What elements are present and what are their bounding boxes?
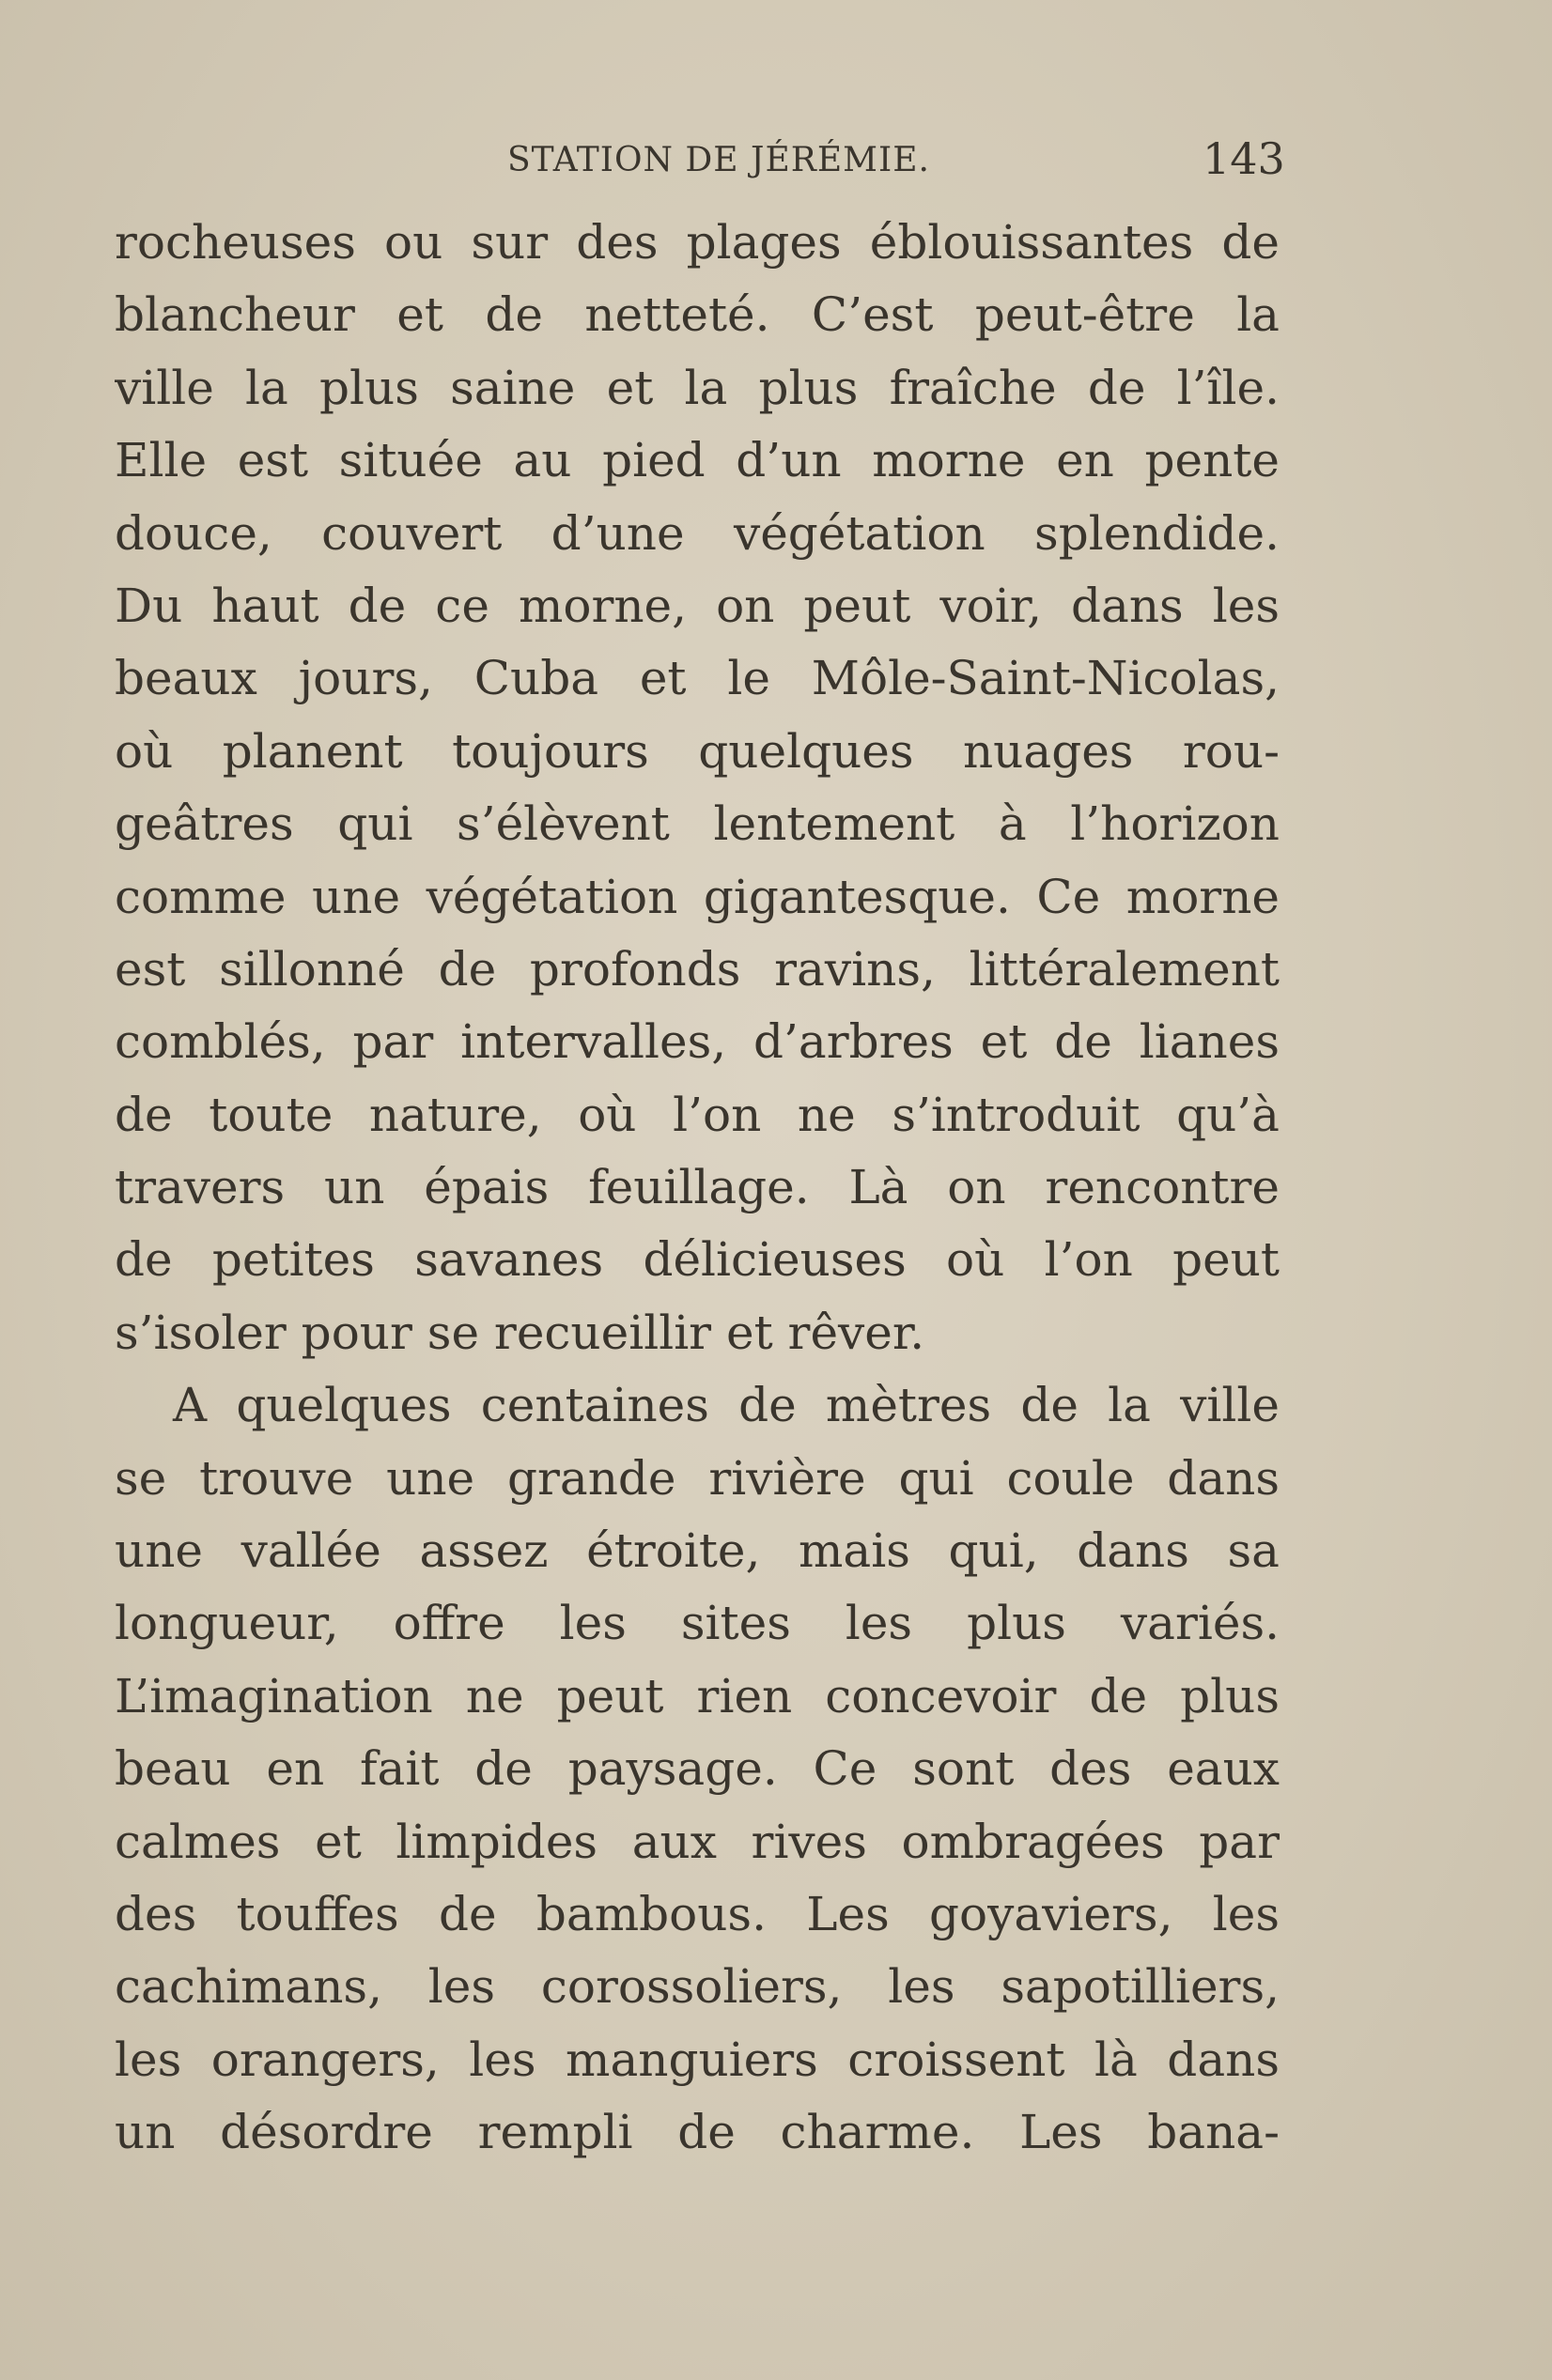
text-line: les orangers, les manguiers croissent là dans xyxy=(115,2032,1280,2087)
text-line: douce, couvert d’une végétation splendide. xyxy=(115,505,1280,561)
text-line: comblés, par intervalles, d’arbres et de lianes xyxy=(115,1014,1280,1070)
text-line: geâtres qui s’élèvent lentement à l’horizon xyxy=(115,796,1280,852)
text-line: beaux jours, Cuba et le Môle-Saint-Nicolas, xyxy=(115,651,1280,706)
text-line: de toute nature, où l’on ne s’introduit qu’à xyxy=(115,1087,1280,1142)
text-line: calmes et limpides aux rives ombragées par xyxy=(115,1814,1280,1869)
text-line: Elle est située au pied d’un morne en pente xyxy=(115,433,1280,488)
text-line: travers un épais feuillage. Là on rencontre xyxy=(115,1160,1280,1215)
text-line: un désordre rempli de charme. Les bana- xyxy=(115,2105,1280,2160)
text-line: Du haut de ce morne, on peut voir, dans les xyxy=(115,578,1280,633)
text-line: une vallée assez étroite, mais qui, dans sa xyxy=(115,1523,1280,1579)
text-line: ville la plus saine et la plus fraîche de l’île. xyxy=(115,360,1280,415)
text-line: blancheur et de netteté. C’est peut-être la xyxy=(115,287,1280,343)
text-line: longueur, offre les sites les plus variés. xyxy=(115,1596,1280,1651)
text-line: des touffes de bambous. Les goyaviers, les xyxy=(115,1886,1280,1941)
body-text xyxy=(115,207,1280,2170)
running-head-title: STATION DE JÉRÉMIE. xyxy=(507,141,930,179)
text-line: cachimans, les corossoliers, les sapotilliers, xyxy=(115,1959,1280,2015)
text-line: beau en fait de paysage. Ce sont des eaux xyxy=(115,1741,1280,1797)
text-line: de petites savanes délicieuses où l’on peut xyxy=(115,1232,1280,1288)
text-line: comme une végétation gigantesque. Ce morne xyxy=(115,869,1280,924)
text-line: est sillonné de profonds ravins, littéralement xyxy=(115,941,1280,997)
text-line: se trouve une grande rivière qui coule dans xyxy=(115,1450,1280,1506)
paragraph-first-line: A quelques centaines de mètres de la ville xyxy=(173,1378,1280,1433)
text-line: où planent toujours quelques nuages rou- xyxy=(115,723,1280,779)
running-head xyxy=(0,133,1552,190)
text-line: rocheuses ou sur des plages éblouissantes de xyxy=(115,215,1280,270)
text-line: L’imagination ne peut rien concevoir de plus xyxy=(115,1668,1280,1723)
paragraph-end-line: s’isoler pour se recueillir et rêver. xyxy=(115,1305,925,1360)
page-number: 143 xyxy=(1203,133,1285,184)
